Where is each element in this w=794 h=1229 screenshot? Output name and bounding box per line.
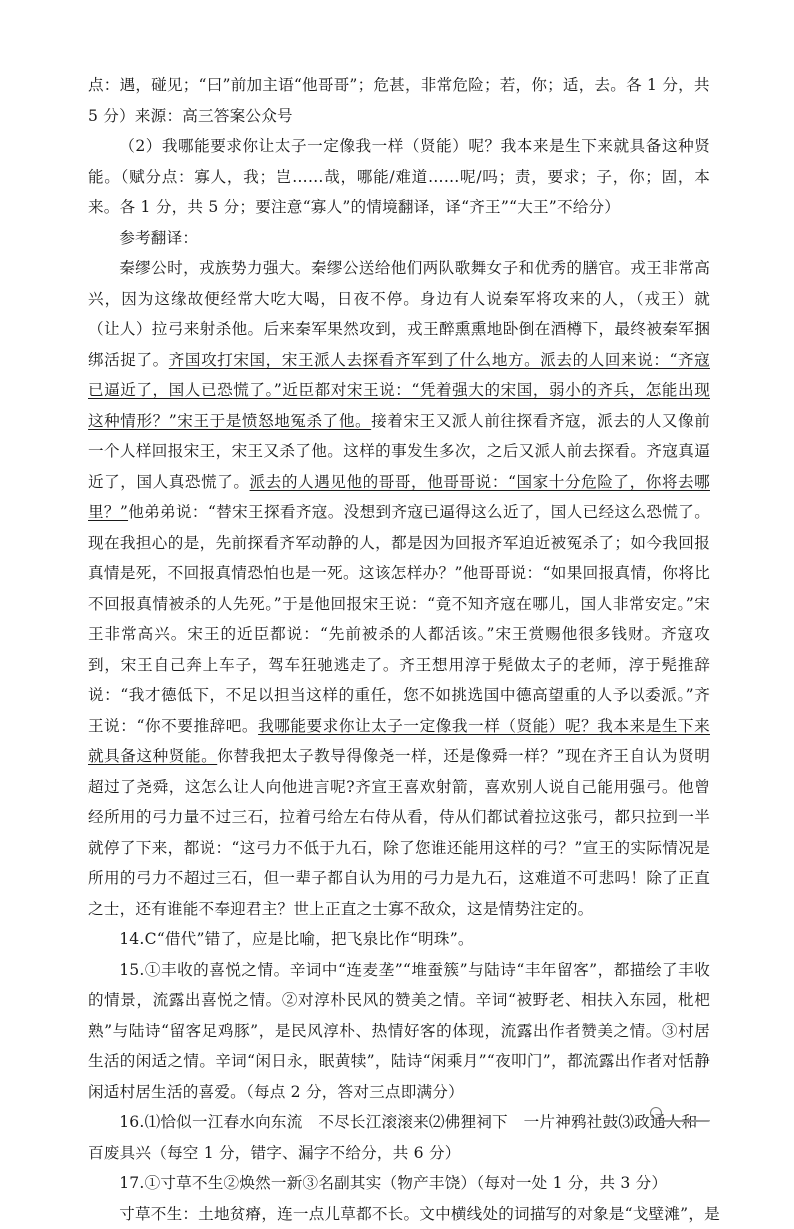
- translation-text: 你替我把太子教导得像尧一样，还是像舜一样？”现在齐王自认为贤明超过了尧舜，这怎么让人向他进言呢?齐宣王喜欢射箭，喜欢别人说自己能用强弓。他曾经所用的弓力量不过三石，拉着弓给左右侍从看，侍从们都试着拉这张弓，都只拉到一半就停了下来，都说：“这弓力不低于九石，除了您谁还能用这样的弓？”宣王的实际情况是所用的弓力不超过三石，但一辈子都自认为用的弓力是九石，这难道不可悲吗！除了正直之士，还有谁能不奉迎君主？世上正直之士寡不敌众，这是情势注定的。: [88, 747, 710, 918]
- document-page: [88, 70, 710, 1229]
- reference-translation: [88, 253, 710, 924]
- watermark-icon: [650, 1107, 662, 1119]
- translation-underlined: 派去的人遇见他的哥哥，他哥哥说：“国家十分危险了，你将去哪里？”: [88, 473, 710, 522]
- translation-underlined: 我哪能要求你让太子一定像我一样（贤能）呢？我本来是生下来就具备这种贤能。: [88, 717, 710, 766]
- note-line-1: 点：遇，碰见；“曰”前加主语“他哥哥”；危甚，非常危险；若，你；适，去。各 1 分，共: [88, 70, 710, 101]
- answer-17-explanation: 寸草不生：土地贫瘠，连一点儿草都不长。文中横线处的词描写的对象是“戈壁滩”，是: [88, 1199, 710, 1229]
- translation-text: 接着宋王又派人前往探看齐寇，派去的人又像前一个人样回报宋王，宋王又杀了他。这样的事发生多次，之后又派人前去探看。齐寇真逼近了，国人真恐慌了。: [88, 412, 710, 491]
- reference-translation-title: 参考翻译：: [88, 223, 710, 254]
- note-line-2: 5 分）来源：高三答案公众号: [88, 101, 710, 132]
- answer-15: 15.①丰收的喜悦之情。辛词中“连麦垄”“堆蚕簇”与陆诗“丰年留客”，都描绘了丰收的情景，流露出喜悦之情。②对淳朴民风的赞美之情。辛词“被野老、相扶入东园，枇杷熟”与陆诗“留客足鸡豚”，是民风淳朴、热情好客的体现，流露出作者赞美之情。③村居生活的闲适之情。辛词“闲日永，眠黄犊”，陆诗“闲乘月”“夜叩门”，都流露出作者对恬静闲适村居生活的喜爱。（每点 2 分，答对三点即满分）: [88, 955, 710, 1108]
- translation-underlined: 齐国攻打宋国，宋王派人去探看齐军到了什么地方。派去的人回来说：“齐寇已逼近了，国人已恐慌了。”近臣都对宋王说：“凭着强大的宋国，弱小的齐兵，怎能出现这种情形？”宋王于是愤怒地冤杀了他。: [88, 351, 710, 430]
- answer-16-line-1: 16.⑴恰似一江春水向东流 不尽长江滚滚来⑵佛狸祠下 一片神鸦社鼓⑶政通人和: [88, 1107, 710, 1138]
- answer-16-line-2: 百废具兴（每空 1 分，错字、漏字不给分，共 6 分）: [88, 1138, 710, 1169]
- translation-text: 秦缪公时，戎族势力强大。秦缪公送给他们两队歌舞女子和优秀的膳官。戎王非常高兴，因为这缘故便经常大吃大喝，日夜不停。身边有人说秦军将攻来的人，（戎王）就（让人）拉弓来射杀他。后来秦军果然攻到，戎王醉熏熏地卧倒在酒樽下，最终被秦军捆绑活捉了。: [88, 259, 710, 369]
- translation-text: 他弟弟说：“替宋王探看齐寇。没想到齐寇已逼得这么近了，国人已经这么恐慌了。现在我担心的是，先前探看齐军动静的人，都是因为回报齐军迫近被冤杀了；如今我回报真情是死，不回报真情恐怕也是一死。这该怎样办？”他哥哥说：“如果回报真情，你将比不回报真情被杀的人先死。”于是他回报宋王说：“竟不知齐寇在哪儿，国人非常安定。”宋王非常高兴。宋王的近臣都说：“先前被杀的人都活该。”宋王赏赐他很多钱财。齐寇攻到，宋王自己奔上车子，驾车狂驰逃走了。齐王想用淳于髡做太子的老师，淳于髡推辞说：“我才德低下，不足以担当这样的重任，您不如挑选国中德高望重的人予以委派。”齐王说：“你不要推辞吧。: [88, 503, 710, 735]
- answer-2: （2）我哪能要求你让太子一定像我一样（贤能）呢？我本来是生下来就具备这种贤能。（赋分点：寡人，我；岂……哉，哪能/难道……呢/吗；责，要求；子，你；固，本来。各 1 分，共 5 分；要注意“寡人”的情境翻译，译“齐王”“大王”不给分）: [88, 131, 710, 223]
- answer-14: 14.C“借代”错了，应是比喻，把飞泉比作“明珠”。: [88, 924, 710, 955]
- answer-17: 17.①寸草不生②焕然一新③名副其实（物产丰饶）（每对一处 1 分，共 3 分）: [88, 1168, 710, 1199]
- watermark: [662, 1106, 710, 1122]
